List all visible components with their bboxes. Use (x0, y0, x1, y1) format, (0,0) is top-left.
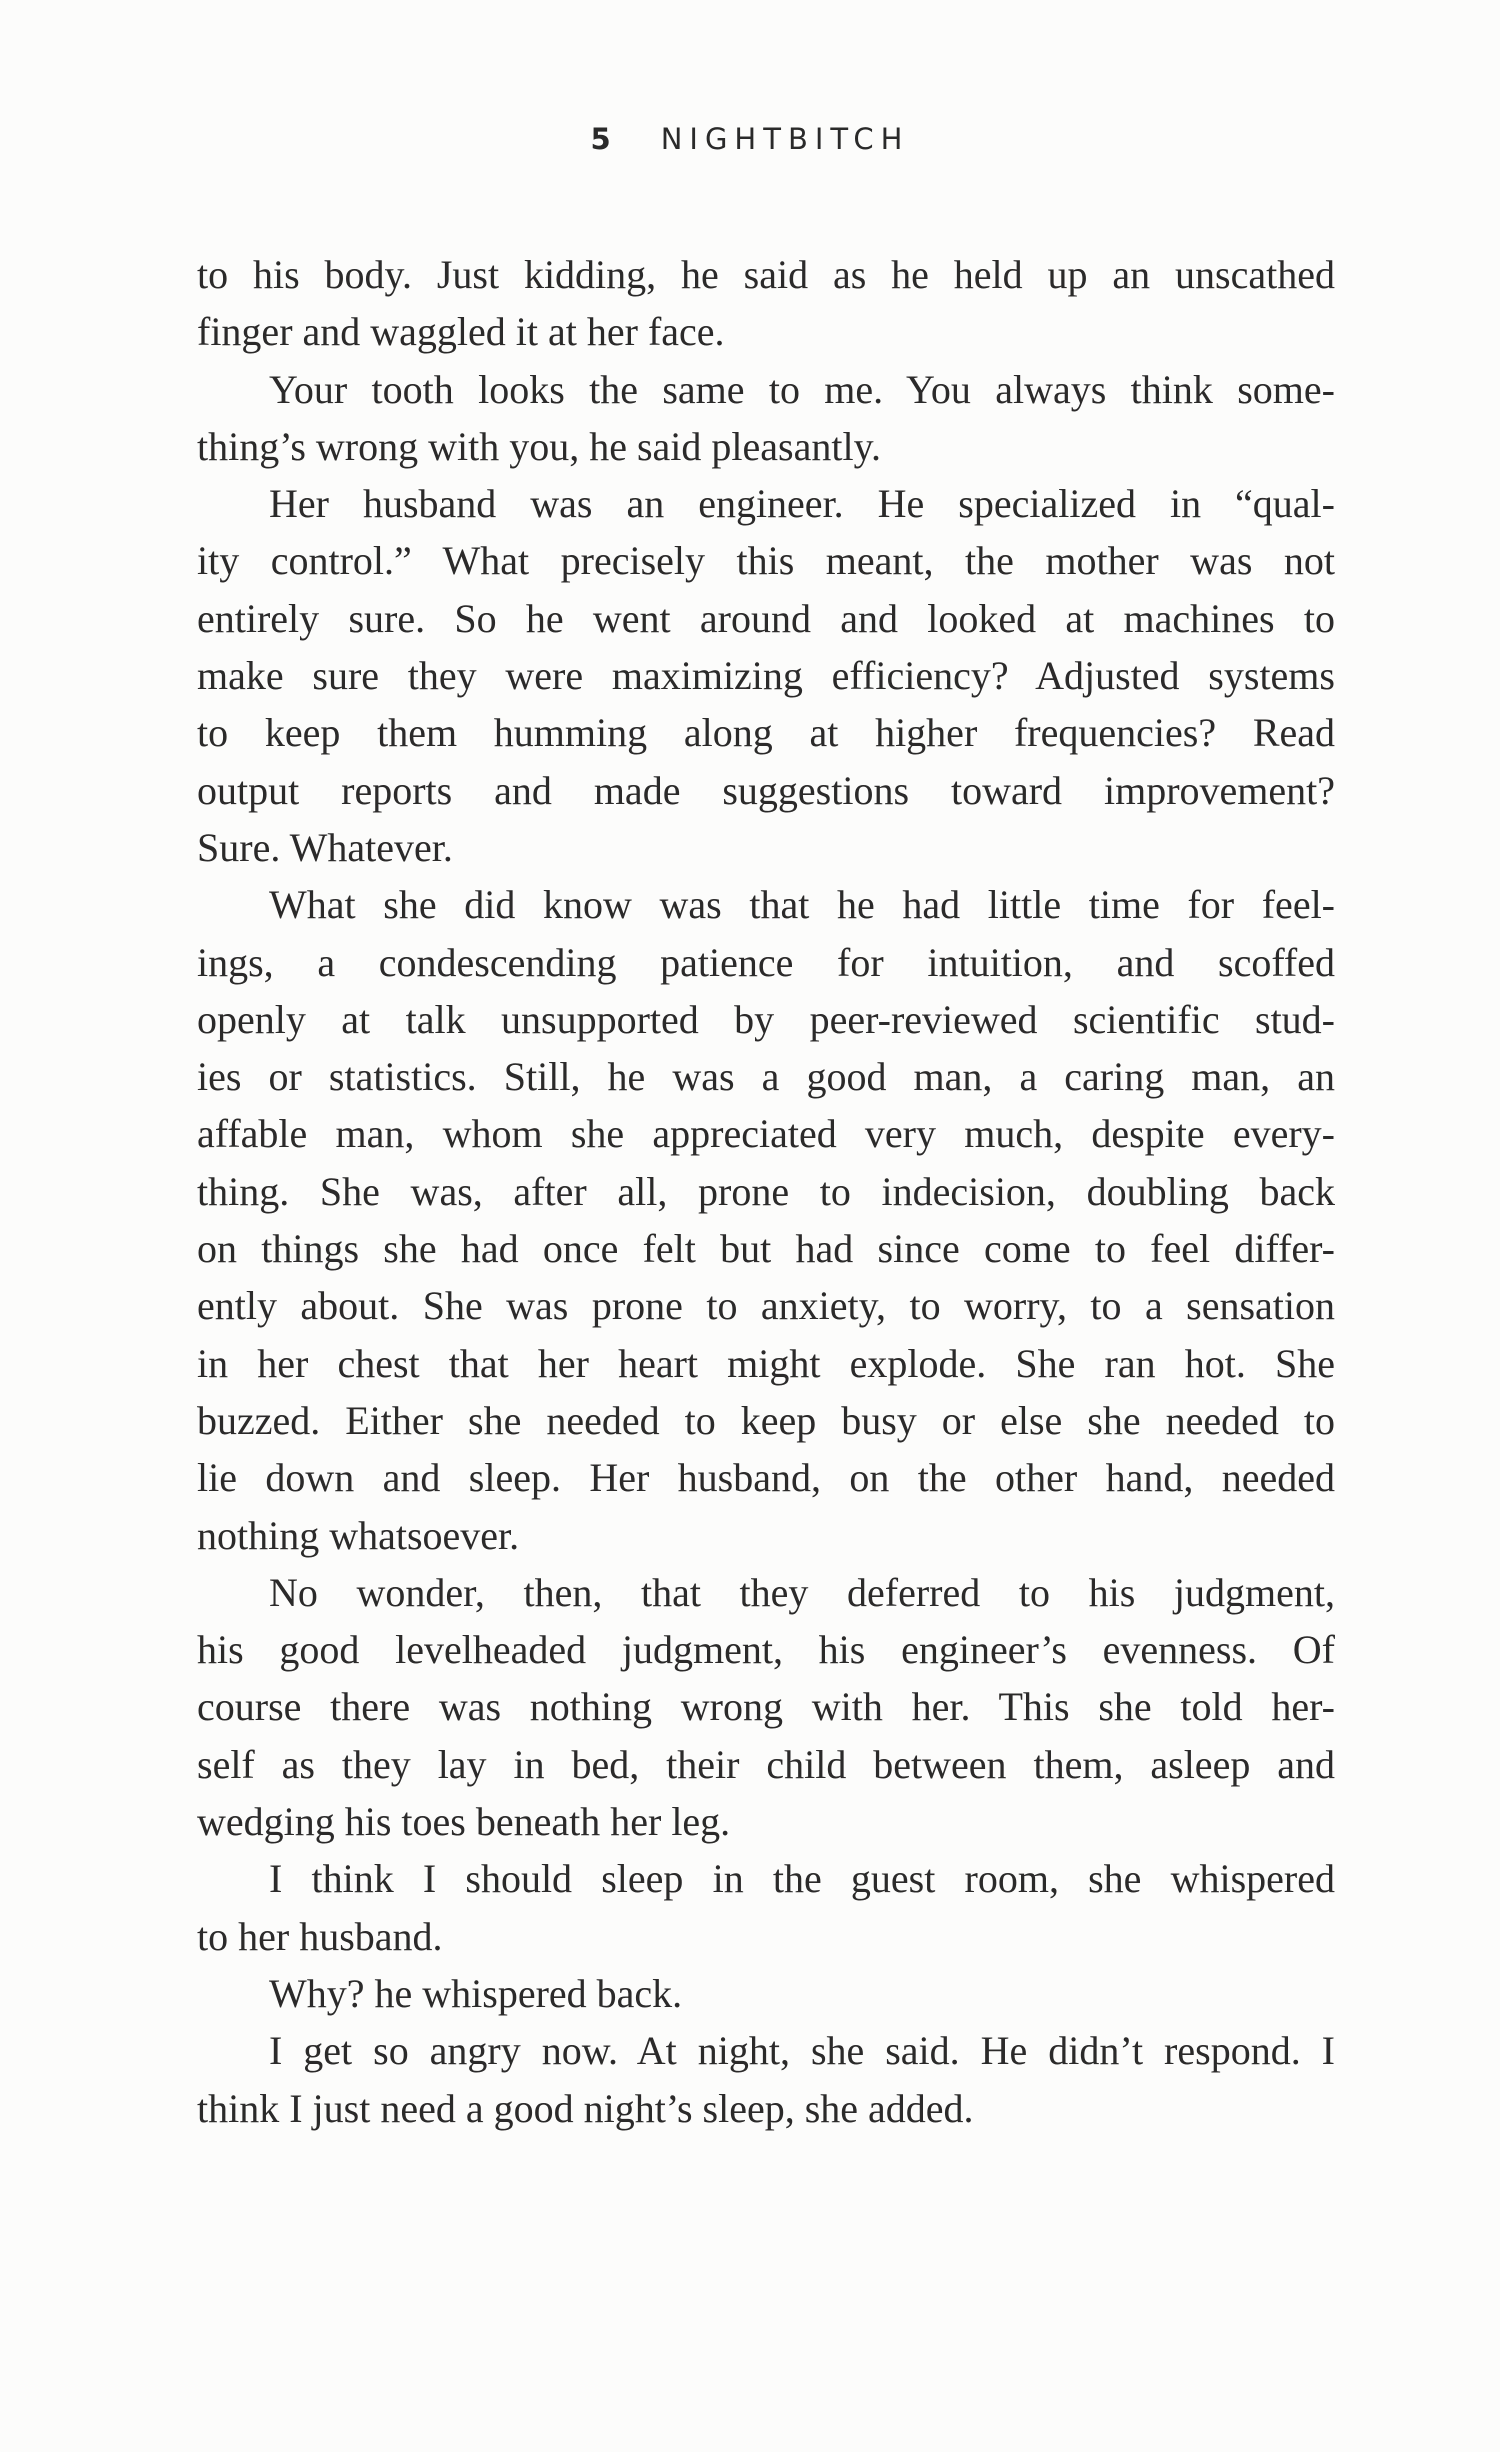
text-line: I think I should sleep in the guest room, she whispered (269, 1856, 1335, 1902)
text-line: No wonder, then, that they deferred to his judgment, (269, 1569, 1335, 1615)
text-line: wedging his toes beneath her leg. (197, 1799, 731, 1845)
text-line: affable man, whom she appreciated very much, despite every- (197, 1111, 1335, 1157)
body-text (197, 246, 1335, 2137)
running-header (0, 122, 1500, 156)
text-line: ings, a condescending patience for intuition, and scoffed (197, 939, 1335, 985)
text-line: What she did know was that he had little time for feel- (269, 882, 1335, 928)
text-line: ently about. She was prone to anxiety, to worry, to a sensation (197, 1283, 1335, 1329)
text-line: to her husband. (197, 1913, 443, 1959)
text-line: thing’s wrong with you, he said pleasantly. (197, 423, 881, 469)
text-line: output reports and made suggestions toward improvement? (197, 767, 1335, 813)
text-line: nothing whatsoever. (197, 1512, 520, 1558)
text-line: Your tooth looks the same to me. You always think some- (269, 366, 1335, 412)
text-line: to keep them humming along at higher frequencies? Read (197, 710, 1335, 756)
page-number: 5 (590, 122, 611, 156)
text-line: buzzed. Either she needed to keep busy or else she needed to (197, 1397, 1335, 1443)
text-line: lie down and sleep. Her husband, on the other hand, needed (197, 1455, 1335, 1501)
text-line: to his body. Just kidding, he said as he held up an unscathed (197, 252, 1335, 297)
text-line: finger and waggled it at her face. (197, 309, 725, 355)
text-line: course there was nothing wrong with her. This she told her- (197, 1684, 1335, 1730)
text-line: I get so angry now. At night, she said. He didn’t respond. I (269, 2028, 1335, 2074)
text-line: his good levelheaded judgment, his engineer’s evenness. Of (197, 1627, 1335, 1673)
text-line: make sure they were maximizing efficiency? Adjusted systems (197, 653, 1335, 699)
text-line: on things she had once felt but had since come to feel differ- (197, 1226, 1335, 1272)
text-line: Why? he whispered back. (269, 1970, 683, 2016)
text-line: self as they lay in bed, their child between them, asleep and (197, 1741, 1335, 1787)
text-line: Sure. Whatever. (197, 824, 453, 870)
text-line: in her chest that her heart might explode. She ran hot. She (197, 1340, 1335, 1386)
text-line: ies or statistics. Still, he was a good man, a caring man, an (197, 1054, 1335, 1100)
text-line: thing. She was, after all, prone to indecision, doubling back (197, 1168, 1335, 1214)
text-line: think I just need a good night’s sleep, she added. (197, 2085, 974, 2131)
text-line: openly at talk unsupported by peer-reviewed scientific stud- (197, 996, 1335, 1042)
text-line: Her husband was an engineer. He specialized in “qual- (269, 481, 1335, 527)
text-line: ity control.” What precisely this meant, the mother was not (197, 538, 1335, 584)
running-title: NIGHTBITCH (660, 122, 910, 156)
text-line: entirely sure. So he went around and looked at machines to (197, 595, 1335, 641)
